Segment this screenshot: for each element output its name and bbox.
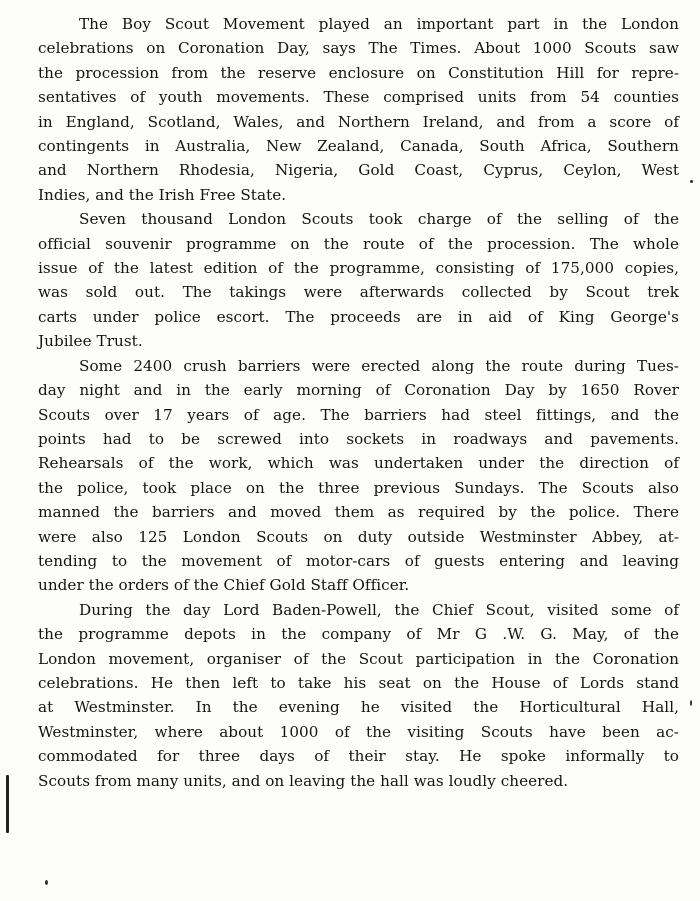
paragraph-3-line-3: Scouts over 17 years of age. The barriers had steel fittings, and the bbox=[38, 405, 679, 424]
paragraph-2-line-2: official souvenir programme on the route of the procession. The whole bbox=[38, 234, 679, 253]
paragraph-1 bbox=[38, 12, 679, 207]
paragraph-1-line-2: celebrations on Coronation Day, says The Times. About 1000 Scouts saw bbox=[38, 39, 679, 58]
paragraph-2-line-4: was sold out. The takings were afterwards collected by Scout trek bbox=[38, 283, 679, 302]
paragraph-1-line-5: in England, Scotland, Wales, and Northern Ireland, and from a score of bbox=[38, 112, 679, 131]
paragraph-2-line-3: issue of the latest edition of the programme, consisting of 175,000 copies, bbox=[38, 259, 679, 278]
paragraph-4-line-6: Westminster, where about 1000 of the visiting Scouts have been ac- bbox=[38, 722, 679, 741]
scan-edge-mark bbox=[6, 775, 9, 833]
scan-speck bbox=[45, 880, 48, 885]
paragraph-1-line-7: and Northern Rhodesia, Nigeria, Gold Coast, Cyprus, Ceylon, West bbox=[38, 161, 679, 180]
paragraph-4-line-1: During the day Lord Baden-Powell, the Chief Scout, visited some of bbox=[79, 600, 679, 619]
paragraph-1-line-1: The Boy Scout Movement played an important part in the London bbox=[79, 15, 679, 33]
paragraph-4-line-2: the programme depots in the company of Mr G .W. G. May, of the bbox=[38, 625, 679, 644]
paragraph-4-line-4: celebrations. He then left to take his seat on the House of Lords stand bbox=[38, 673, 679, 692]
paragraph-3-line-8: were also 125 London Scouts on duty outside Westminster Abbey, at- bbox=[38, 527, 679, 546]
paragraph-3 bbox=[38, 354, 679, 598]
paragraph-3-line-5: Rehearsals of the work, which was undertaken under the direction of bbox=[38, 454, 679, 473]
paragraph-1-line-4: sentatives of youth movements. These comprised units from 54 counties bbox=[38, 88, 679, 107]
paragraph-4-line-3: London movement, organiser of the Scout participation in the Coronation bbox=[38, 649, 679, 668]
paragraph-1-line-3: the procession from the reserve enclosure on Constitution Hill for repre- bbox=[38, 63, 679, 82]
paragraph-2 bbox=[38, 207, 679, 353]
paragraph-2-line-6: Jubilee Trust. bbox=[38, 332, 143, 351]
paragraph-3-line-6: the police, took place on the three previous Sundays. The Scouts also bbox=[38, 478, 679, 497]
paragraph-3-line-9: tending to the movement of motor-cars of guests entering and leaving bbox=[38, 551, 679, 570]
paragraph-4-line-5: at Westminster. In the evening he visited the Horticultural Hall, bbox=[38, 698, 679, 717]
paragraph-2-line-1: Seven thousand London Scouts took charge of the selling of the bbox=[79, 210, 679, 229]
paragraph-2-line-5: carts under police escort. The proceeds are in aid of King George's bbox=[38, 307, 679, 326]
paragraph-1-line-6: contingents in Australia, New Zealand, Canada, South Africa, Southern bbox=[38, 137, 679, 156]
paragraph-3-line-10: under the orders of the Chief Gold Staff Officer. bbox=[38, 576, 410, 595]
paragraph-4-line-7: commodated for three days of their stay. He spoke informally to bbox=[38, 747, 679, 766]
paragraph-4 bbox=[38, 598, 679, 793]
paragraph-1-line-8: Indies, and the Irish Free State. bbox=[38, 185, 287, 204]
paragraph-4-line-8: Scouts from many units, and on leaving the hall was loudly cheered. bbox=[38, 771, 569, 790]
paragraph-3-line-1: Some 2400 crush barriers were erected along the route during Tues- bbox=[79, 356, 679, 375]
paragraph-3-line-4: points had to be screwed into sockets in roadways and pavements. bbox=[38, 429, 679, 448]
paragraph-3-line-7: manned the barriers and moved them as required by the police. There bbox=[38, 503, 679, 522]
scan-speck bbox=[690, 180, 693, 183]
paragraph-3-line-2: day night and in the early morning of Coronation Day by 1650 Rover bbox=[38, 381, 679, 400]
scan-speck bbox=[690, 700, 692, 706]
article-body bbox=[38, 12, 679, 793]
